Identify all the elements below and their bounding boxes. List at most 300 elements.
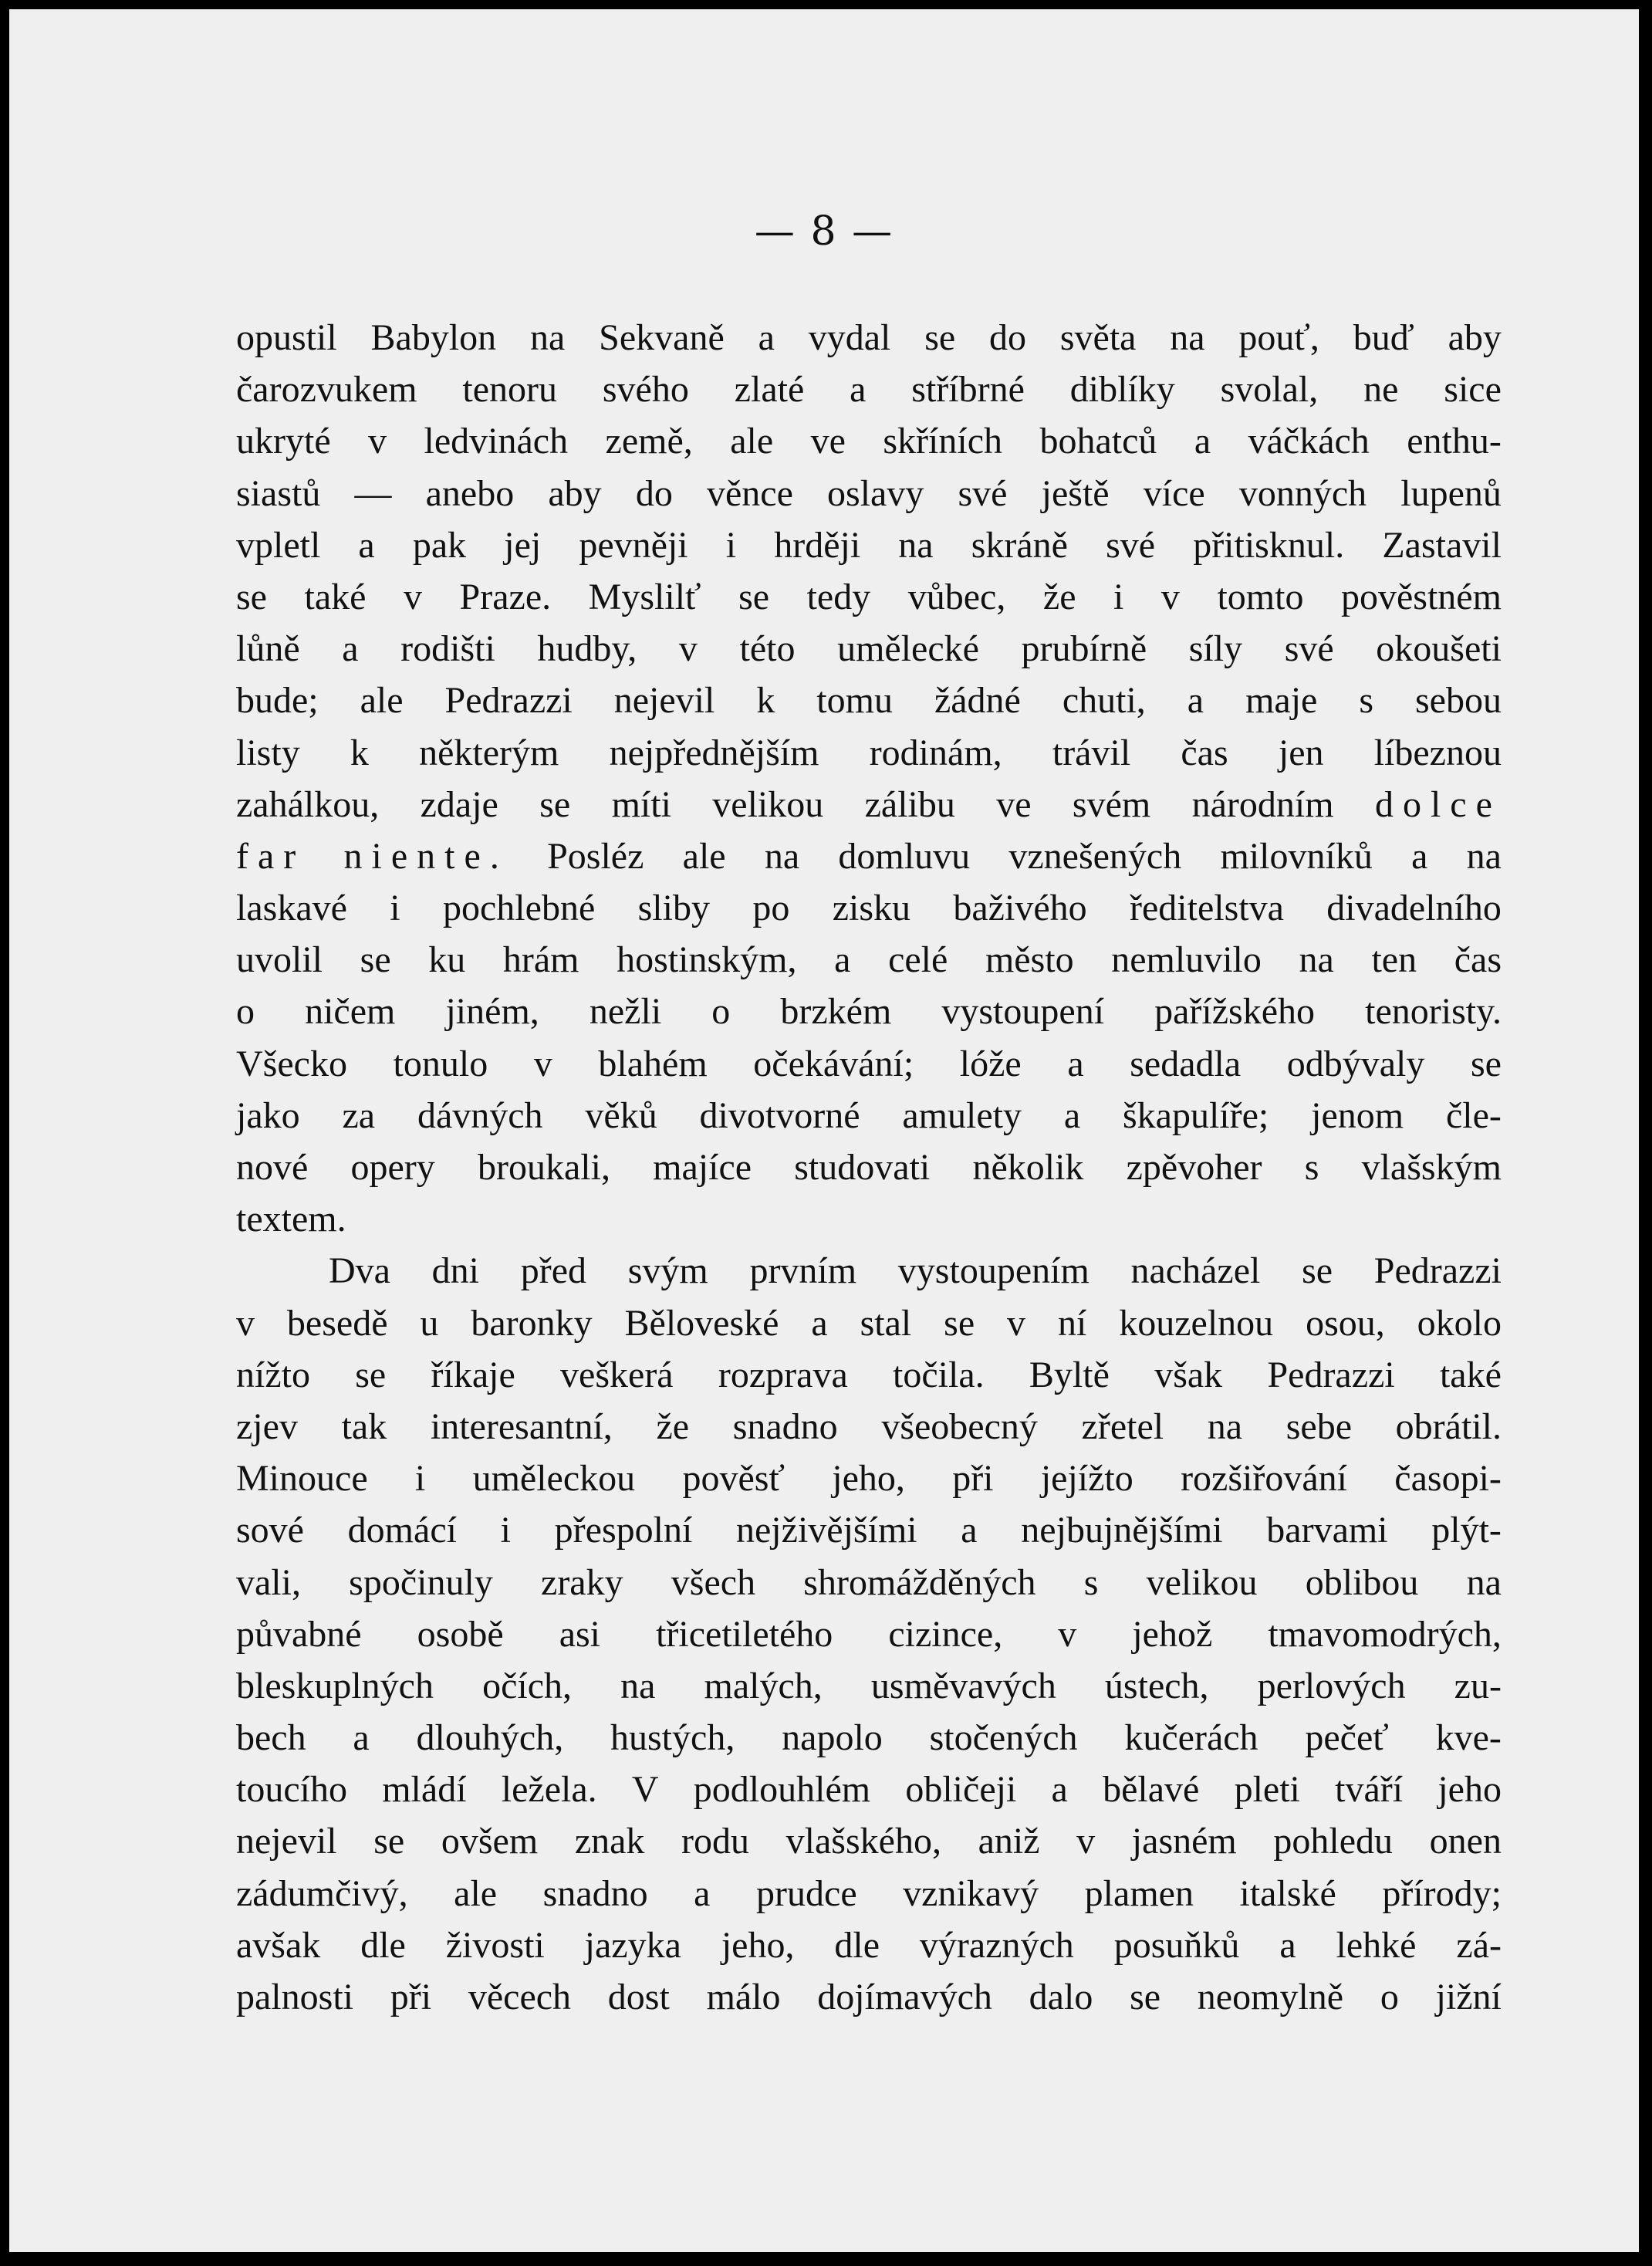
word: pochlebné: [443, 888, 596, 929]
word: žádné: [934, 680, 1021, 722]
word: pověstném: [1340, 576, 1502, 617]
word: zpěvoher: [1126, 1147, 1262, 1188]
word: vystoupením: [897, 1250, 1090, 1292]
word: a: [694, 1872, 711, 1914]
text-line: [236, 1608, 1502, 1660]
word: palnosti: [236, 1977, 353, 2017]
word: a: [342, 628, 359, 670]
word: národním: [1191, 783, 1334, 825]
word: enthu-: [1407, 421, 1502, 462]
word: dojímavých: [817, 1977, 992, 2017]
word: Minouce: [236, 1458, 368, 1500]
word: hrám: [502, 939, 579, 981]
word: se: [360, 939, 391, 981]
word: napolo: [782, 1717, 883, 1759]
text-line: [236, 415, 1502, 467]
word: dle: [834, 1924, 880, 1966]
word: na: [1466, 1561, 1502, 1603]
word: tmavomodrých,: [1268, 1613, 1502, 1655]
word: ale: [730, 421, 774, 462]
word: se: [944, 1302, 975, 1344]
word: odbývaly: [1286, 1043, 1425, 1084]
word: v: [404, 576, 422, 617]
word: Sekvaně: [599, 317, 725, 358]
word: vali,: [236, 1561, 301, 1603]
word: se: [236, 576, 267, 617]
word: studovati: [794, 1147, 931, 1188]
word: plýt-: [1431, 1510, 1502, 1551]
text-line: [236, 1038, 1502, 1090]
word: o: [711, 991, 731, 1033]
word: i: [414, 1458, 426, 1500]
text-line: [236, 830, 1502, 882]
word: a: [961, 1510, 978, 1551]
word: Zastavil: [1382, 524, 1502, 566]
word: očích,: [482, 1665, 573, 1706]
word: trávil: [1052, 732, 1131, 773]
word: na: [1299, 939, 1334, 981]
word: na: [1170, 317, 1205, 358]
word: blahém: [598, 1043, 708, 1084]
word: město: [985, 939, 1074, 981]
word: i: [725, 524, 737, 566]
word: celé: [888, 939, 948, 981]
word: zlaté: [734, 369, 805, 411]
text-line: [236, 1453, 1502, 1504]
word: pohledu: [1273, 1821, 1394, 1862]
word: tomu: [816, 680, 893, 722]
word: věnce: [706, 472, 793, 514]
word: zdaje: [420, 783, 498, 825]
text-line: [236, 727, 1502, 779]
text-line: [236, 934, 1502, 986]
word: bude;: [236, 680, 319, 722]
word: Myslilť: [588, 576, 701, 617]
word: své: [1284, 628, 1334, 670]
text-line: [236, 1919, 1502, 1971]
word: osou,: [1306, 1302, 1385, 1344]
word: se: [355, 1354, 387, 1395]
word: do: [989, 317, 1026, 358]
word: laskavé: [236, 888, 347, 929]
word: vpletl: [236, 524, 321, 566]
word: říkaje: [431, 1354, 515, 1395]
word: opustil: [236, 317, 337, 358]
word: sebe: [1285, 1405, 1353, 1447]
word: čas: [1454, 939, 1502, 981]
word: cizince,: [888, 1613, 1003, 1655]
word: líbeznou: [1373, 732, 1502, 773]
word: že: [656, 1405, 690, 1447]
word: bleskuplných: [236, 1665, 434, 1706]
word: ještě: [1041, 472, 1110, 514]
word: jako: [236, 1094, 300, 1136]
word: a: [1067, 1043, 1084, 1084]
word: velikou: [712, 783, 824, 825]
word: jehož: [1132, 1613, 1213, 1655]
word: majíce: [653, 1147, 752, 1188]
word: čarozvukem: [236, 369, 417, 411]
word: čas: [1181, 732, 1228, 773]
word: vznešených: [1008, 835, 1182, 877]
word: Pedrazzi: [1373, 1250, 1502, 1292]
word: a: [358, 524, 375, 566]
word: maje: [1245, 680, 1318, 722]
word: chuti,: [1062, 680, 1146, 722]
word: o: [1380, 1977, 1399, 2017]
word: ředitelstva: [1129, 888, 1284, 929]
word: jeho,: [721, 1924, 795, 1966]
word: vonných: [1238, 472, 1367, 514]
word: a: [850, 369, 867, 411]
word: se: [539, 783, 571, 825]
word: některým: [419, 732, 559, 773]
word: několik: [972, 1147, 1084, 1188]
word: všeobecný: [881, 1405, 1038, 1447]
word: se: [738, 576, 770, 617]
text-line: [236, 1971, 1502, 2023]
word: jazyka: [584, 1924, 681, 1966]
paragraph: [236, 312, 1502, 1245]
word: tenoru: [462, 369, 558, 411]
word: bělavé: [1103, 1769, 1200, 1811]
word: ní: [1057, 1302, 1087, 1344]
word: s: [1359, 680, 1373, 722]
word: pevněji: [579, 524, 688, 566]
text-line: [236, 1815, 1502, 1867]
word: umělecké: [837, 628, 979, 670]
word: a: [1279, 1924, 1296, 1966]
word: jižní: [1435, 1977, 1502, 2017]
word: dalo: [1029, 1977, 1093, 2017]
word: v: [533, 1043, 552, 1084]
word: lehké: [1336, 1924, 1417, 1966]
word: ústech,: [1104, 1665, 1209, 1706]
word: baronky: [471, 1302, 593, 1344]
word: s: [1304, 1147, 1319, 1188]
word: se: [373, 1821, 405, 1862]
word: nejživějšími: [736, 1510, 917, 1551]
word: ničem: [305, 991, 396, 1033]
word: snadno: [542, 1872, 648, 1914]
word: světa: [1059, 317, 1137, 358]
word: jeho,: [832, 1458, 905, 1500]
word: ovšem: [441, 1821, 539, 1862]
word: časopi-: [1394, 1458, 1502, 1500]
word: na: [898, 524, 934, 566]
word: zisku: [832, 888, 911, 929]
word: aniž: [978, 1821, 1040, 1862]
word: při: [390, 1977, 432, 2017]
text-line: [236, 1712, 1502, 1764]
word: ten: [1371, 939, 1417, 981]
word: malých,: [704, 1665, 823, 1706]
word: do: [635, 472, 673, 514]
word: vystoupení: [941, 991, 1105, 1033]
word: k: [350, 732, 369, 773]
word: při: [952, 1458, 994, 1500]
word: ku: [428, 939, 466, 981]
word: zá-: [1456, 1924, 1502, 1966]
word: nejpřednějším: [609, 732, 819, 773]
word: zraky: [541, 1561, 623, 1603]
word: a: [353, 1717, 370, 1759]
word: V: [631, 1769, 659, 1811]
word: za: [342, 1094, 376, 1136]
word: broukali,: [477, 1147, 610, 1188]
word: a: [1051, 1769, 1068, 1811]
word: kouzelnou: [1119, 1302, 1274, 1344]
word: před: [520, 1250, 587, 1292]
word: Pedrazzi: [1267, 1354, 1395, 1395]
word: v: [236, 1302, 255, 1344]
word: a: [834, 939, 851, 981]
word: uměleckou: [472, 1458, 636, 1500]
word: v: [1007, 1302, 1026, 1344]
text-line: [236, 468, 1502, 519]
text-line: [236, 1868, 1502, 1919]
word: veškerá: [560, 1354, 674, 1395]
word: perlových: [1257, 1665, 1406, 1706]
word: barvami: [1266, 1510, 1388, 1551]
word: onen: [1429, 1821, 1502, 1862]
word: také: [1439, 1354, 1502, 1395]
text-line: [236, 1504, 1502, 1556]
word: uvolil: [236, 939, 323, 981]
text-line: [236, 1141, 1502, 1193]
word: rodišti: [400, 628, 495, 670]
word: ale: [360, 680, 404, 722]
word: rozšiřování: [1181, 1458, 1347, 1500]
word: u: [420, 1302, 439, 1344]
word: nežli: [589, 991, 662, 1033]
body-text: [236, 312, 1502, 2023]
word: přespolní: [554, 1510, 693, 1551]
word: síly: [1188, 628, 1243, 670]
word: hostinským,: [617, 939, 797, 981]
word: země,: [605, 421, 693, 462]
word: třicetiletého: [656, 1613, 833, 1655]
word: málo: [706, 1977, 781, 2017]
word: výrazných: [919, 1924, 1074, 1966]
word: diblíky: [1069, 369, 1175, 411]
word: rodinám,: [869, 732, 1002, 773]
word: na: [1466, 835, 1502, 877]
word: brzkém: [780, 991, 892, 1033]
word: kučerách: [1124, 1717, 1258, 1759]
word: sedadla: [1130, 1043, 1242, 1084]
text-line: [236, 675, 1502, 726]
word: a: [758, 317, 775, 358]
word: tenoristy.: [1365, 991, 1502, 1033]
word: zu-: [1454, 1665, 1502, 1706]
word: také: [304, 576, 367, 617]
word: mládí: [382, 1769, 467, 1811]
word: ve: [996, 783, 1032, 825]
word: se: [1130, 1977, 1161, 2017]
word: nejevil: [236, 1821, 337, 1862]
word: zahálkou,: [236, 783, 380, 825]
word: v: [1076, 1821, 1096, 1862]
text-line: [236, 312, 1502, 364]
word: a: [1187, 680, 1204, 722]
word: lupenů: [1400, 472, 1502, 514]
word: oslavy: [827, 472, 924, 514]
word: domácí: [347, 1510, 457, 1551]
word: lóže: [959, 1043, 1022, 1084]
word: k: [756, 680, 775, 722]
word: siastů: [236, 472, 321, 514]
word: vydal: [808, 317, 891, 358]
word: vlašského,: [785, 1821, 941, 1862]
word: váčkách: [1248, 421, 1370, 462]
text-line: [236, 1401, 1502, 1453]
word: s: [1083, 1561, 1099, 1603]
word: anebo: [425, 472, 515, 514]
word: jejížto: [1040, 1458, 1133, 1500]
word: stočených: [929, 1717, 1078, 1759]
text-line: [236, 986, 1502, 1037]
text-line: [236, 623, 1502, 675]
text-line: [236, 882, 1502, 934]
word: tváří: [1335, 1769, 1404, 1811]
word: v: [678, 628, 698, 670]
word: Běloveské: [624, 1302, 779, 1344]
word: buď: [1353, 317, 1414, 358]
book-page: [9, 9, 1639, 2252]
word: prubírně: [1021, 628, 1147, 670]
word: interesantní,: [430, 1405, 613, 1447]
word: nejevil: [613, 680, 715, 722]
word: velikou: [1146, 1561, 1258, 1603]
word: očekávání;: [753, 1043, 914, 1084]
text-line: [236, 1557, 1502, 1608]
word: dost: [607, 1977, 670, 2017]
word: po: [752, 888, 790, 929]
word: hrději: [774, 524, 861, 566]
word: tomto: [1217, 576, 1304, 617]
word: své: [1106, 524, 1156, 566]
text-line: [236, 1090, 1502, 1141]
word: ve: [810, 421, 846, 462]
word: Babylon: [370, 317, 497, 358]
word: jiném,: [445, 991, 539, 1033]
word: osobě: [417, 1613, 504, 1655]
word: italské: [1239, 1872, 1336, 1914]
word: nové: [236, 1147, 309, 1188]
word: stal: [860, 1302, 912, 1344]
word: obrátil.: [1395, 1405, 1502, 1447]
word: Byltě: [1029, 1354, 1110, 1395]
text-line: [236, 1349, 1502, 1401]
text-line: [236, 364, 1502, 415]
word: jej: [504, 524, 542, 566]
word: vůbec,: [907, 576, 1006, 617]
paragraph: [236, 1245, 1502, 2023]
word: a: [811, 1302, 828, 1344]
word: svým: [627, 1250, 708, 1292]
word: nejbujnějšími: [1021, 1510, 1223, 1551]
word: znak: [574, 1821, 645, 1862]
word: plamen: [1084, 1872, 1194, 1914]
word: že: [1042, 576, 1076, 617]
word: bohatců: [1039, 421, 1157, 462]
word: nížto: [236, 1354, 310, 1395]
text-line: [236, 519, 1502, 571]
word: Praze.: [459, 576, 552, 617]
word: a: [1411, 835, 1428, 877]
text-line: [236, 571, 1502, 623]
word: hustých,: [610, 1717, 735, 1759]
word: míti: [611, 783, 671, 825]
word: pleti: [1234, 1769, 1300, 1811]
word: aby: [1448, 317, 1502, 358]
word: okolo: [1417, 1302, 1502, 1344]
word: avšak: [236, 1924, 321, 1966]
text-line: [236, 1764, 1502, 1815]
word: prudce: [756, 1872, 857, 1914]
word: podlouhlém: [693, 1769, 871, 1811]
page-number: — 8 —: [754, 208, 894, 255]
word: půvabné: [236, 1613, 362, 1655]
word: dávných: [417, 1094, 543, 1136]
word: —: [354, 472, 392, 514]
word: niente.: [343, 835, 508, 877]
word: na: [764, 835, 800, 877]
word: i: [500, 1510, 511, 1551]
word: amulety: [902, 1094, 1022, 1136]
word: sice: [1444, 369, 1502, 411]
word: ledvinách: [424, 421, 569, 462]
word: tak: [341, 1405, 387, 1447]
word: ale: [454, 1872, 498, 1914]
word: ukryté: [236, 421, 331, 462]
word: svého: [602, 369, 689, 411]
word: stříbrné: [911, 369, 1025, 411]
word: své: [958, 472, 1008, 514]
word: rozprava: [718, 1354, 848, 1395]
word: domluvu: [838, 835, 971, 877]
text-line: [236, 1660, 1502, 1712]
word: spočinuly: [349, 1561, 493, 1603]
word: dle: [360, 1924, 406, 1966]
text-line: [236, 1297, 1502, 1349]
word: prvním: [749, 1250, 857, 1292]
word: jen: [1278, 732, 1324, 773]
word: aby: [548, 472, 602, 514]
word: Všecko: [236, 1043, 347, 1084]
word: ale: [682, 835, 726, 877]
word: jenom: [1311, 1094, 1404, 1136]
word: kve-: [1435, 1717, 1502, 1759]
word: věků: [585, 1094, 657, 1136]
word: sliby: [637, 888, 710, 929]
word: zřetel: [1081, 1405, 1164, 1447]
word: se: [1470, 1043, 1502, 1084]
word: far: [236, 835, 306, 877]
word: besedě: [286, 1302, 388, 1344]
word: a: [1063, 1094, 1081, 1136]
word: zjev: [236, 1405, 298, 1447]
word: věcech: [468, 1977, 572, 2017]
word: vlašským: [1361, 1147, 1502, 1188]
word: skříních: [883, 421, 1002, 462]
word: sové: [236, 1510, 304, 1551]
word: zálibu: [864, 783, 955, 825]
word: toucího: [236, 1769, 347, 1811]
word: rodu: [681, 1821, 750, 1862]
word: tonulo: [393, 1043, 488, 1084]
